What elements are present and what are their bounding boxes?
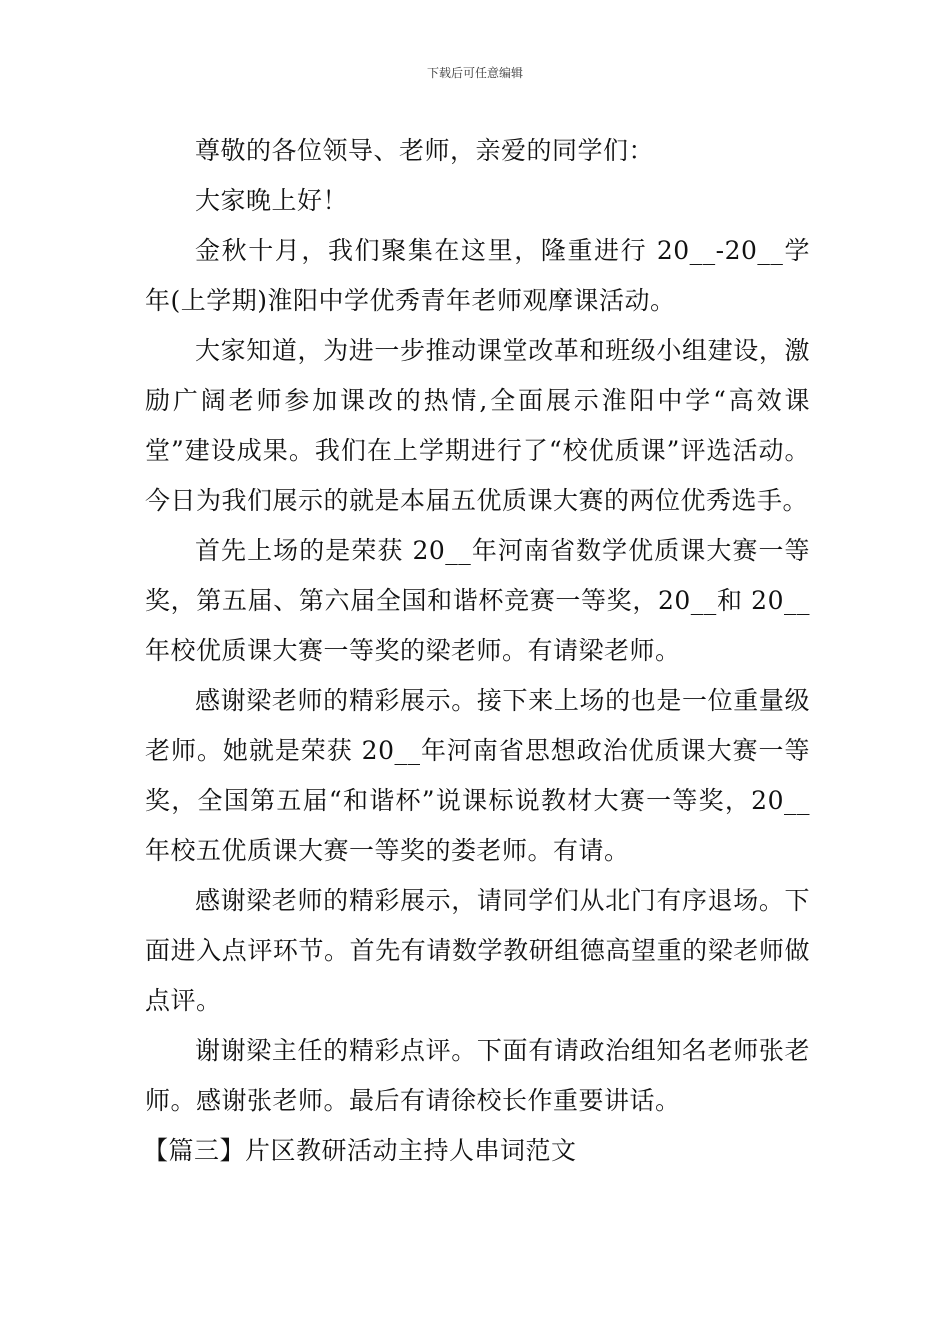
section-heading: 【篇三】片区教研活动主持人串词范文 [143, 1136, 577, 1165]
opening-paragraph: 金秋十月，我们聚集在这里，隆重进行 20__-20__学年(上学期)淮阳中学优秀青年老师观摩课活动。 [145, 236, 810, 315]
document-body [145, 126, 810, 1176]
background-paragraph: 大家知道，为进一步推动课堂改革和班级小组建设，激励广阔老师参加课改的热情,全面展示淮阳中学“高效课堂”建设成果。我们在上学期进行了“校优质课”评选活动。今日为我们展示的就是本届五优质课大赛的两位优秀选手。 [145, 336, 810, 515]
first-speaker-paragraph: 首先上场的是荣获 20__年河南省数学优质课大赛一等奖，第五届、第六届全国和谐杯竞赛一等奖，20__和 20__年校优质课大赛一等奖的梁老师。有请梁老师。 [145, 536, 810, 665]
page-header: 下载后可任意编辑 [426, 66, 523, 80]
salutation-paragraph: 大家晚上好！ [195, 186, 349, 215]
greeting-paragraph: 尊敬的各位领导、老师，亲爱的同学们： [195, 136, 655, 165]
closing-paragraph: 谢谢梁主任的精彩点评。下面有请政治组知名老师张老师。感谢张老师。最后有请徐校长作重要讲话。 [145, 1036, 810, 1115]
second-speaker-paragraph: 感谢梁老师的精彩展示。接下来上场的也是一位重量级老师。她就是荣获 20__年河南省思想政治优质课大赛一等奖，全国第五届“和谐杯”说课标说教材大赛一等奖，20__年校五优质课大赛一等奖的娄老师。有请。 [145, 686, 810, 865]
review-paragraph: 感谢梁老师的精彩展示，请同学们从北门有序退场。下面进入点评环节。首先有请数学教研组德高望重的梁老师做点评。 [145, 886, 810, 1015]
